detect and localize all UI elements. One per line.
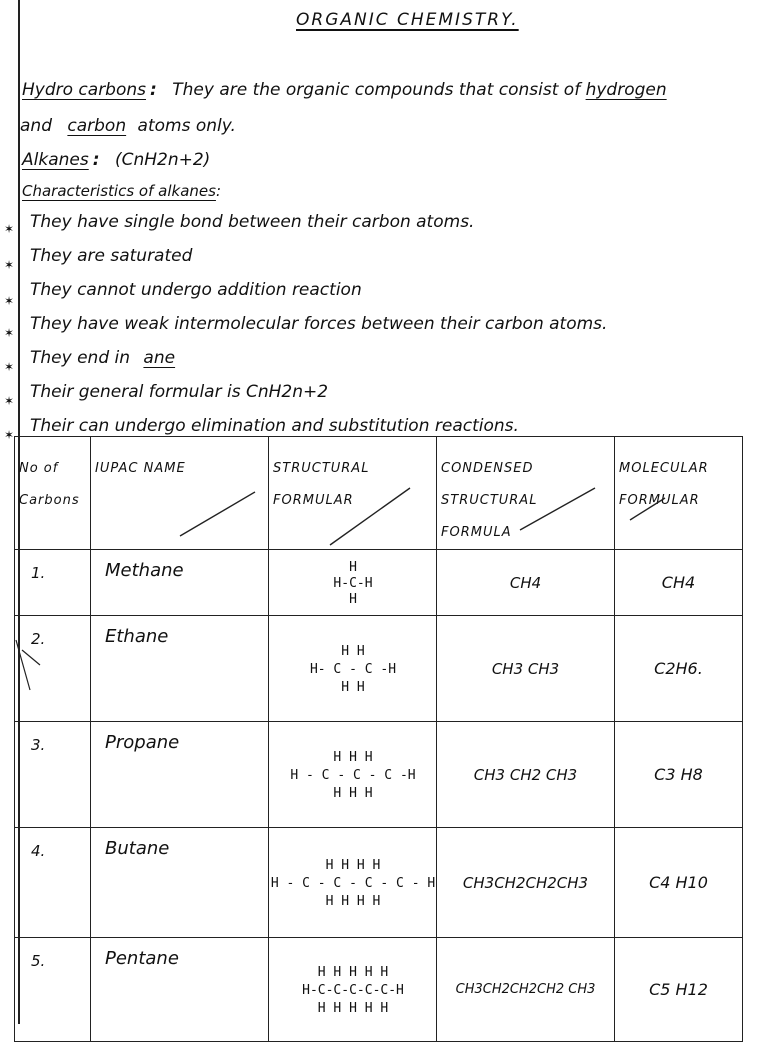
header-condensed-structural-formula: CONDENSED STRUCTURAL FORMULA [437,437,615,550]
structural-formula [269,828,437,938]
carbon-count: 1. [15,550,91,616]
hydrocarbons-definition-text: They are the organic compounds that consist of [172,80,581,100]
structure-top-row: H H H H [325,857,381,873]
ane-suffix: ane [143,348,176,368]
characteristics-colon: : [215,182,221,200]
iupac-name: Pentane [91,938,269,1042]
structure-bottom-row: H H H H [325,893,381,909]
carbon-count: 2. [15,616,91,722]
characteristic-item: They have single bond between their carbon atoms. [30,212,475,232]
structure-diagram [269,853,437,913]
condensed-formula: CH3CH2CH2CH3 [437,828,615,938]
molecular-formula: C2H6. [615,616,743,722]
structural-formula [269,938,437,1042]
page-title: ORGANIC CHEMISTRY. [296,10,519,30]
carbon-word: carbon [67,116,127,136]
iupac-name: Ethane [91,616,269,722]
structure-diagram [273,745,433,805]
alkanes-table [14,436,743,1042]
and-word: and [20,116,52,136]
bullet-icon: ✶ [4,360,15,374]
bullet-icon: ✶ [4,222,15,236]
alkanes-colon: : [92,150,100,170]
structure-diagram [273,960,433,1020]
condensed-formula: CH3 CH2 CH3 [437,722,615,828]
structure-top-row: H H H H H [317,964,388,980]
alkanes-line [22,150,210,170]
structure-top-row: H H [340,643,365,659]
structure-bottom-row: H [348,591,357,607]
characteristics-heading: Characteristics of alkanes [22,182,216,200]
hydrocarbons-colon: : [150,80,157,100]
structure-top-row: H H H [332,749,373,765]
characteristic-item: They cannot undergo addition reaction [30,280,362,300]
structure-diagram [273,639,433,699]
structural-formula [269,722,437,828]
header-no-of-carbons: No of Carbons [15,437,91,550]
hydrocarbons-term: Hydro carbons [22,80,147,100]
structure-middle-row: H-C-C-C-C-C-H [301,982,404,998]
structure-middle-row: H - C - C - C - C - H [270,875,436,891]
hydrocarbons-definition-line1 [22,80,667,100]
structure-bottom-row: H H [340,679,365,695]
condensed-formula: CH3 CH3 [437,616,615,722]
iupac-name: Propane [91,722,269,828]
carbon-count: 5. [15,938,91,1042]
bullet-icon: ✶ [4,428,15,442]
structure-bottom-row: H H H H H [317,1000,388,1016]
molecular-formula: C5 H12 [615,938,743,1042]
header-structural-formular: STRUCTURAL FORMULAR [269,437,437,550]
structural-formula [269,550,437,616]
bullet-icon: ✶ [4,326,15,340]
structure-middle-row: H - C - C - C -H [289,767,416,783]
hydrocarbons-definition-line2 [20,116,236,136]
bullet-icon: ✶ [4,394,15,408]
structure-top-row: H [348,559,357,575]
iupac-name: Methane [91,550,269,616]
table-row [15,938,743,1042]
structure-bottom-row: H H H [332,785,373,801]
table-header-row [15,437,743,550]
table-row [15,828,743,938]
header-iupac-name: IUPAC NAME [91,437,269,550]
table-row [15,616,743,722]
iupac-name: Butane [91,828,269,938]
structural-formula [269,616,437,722]
structure-middle-row: H-C-H [332,575,373,591]
characteristic-item: Their general formular is CnH2n+2 [30,382,329,402]
carbon-count: 4. [15,828,91,938]
condensed-formula: CH4 [437,550,615,616]
structure-middle-row: H- C - C -H [309,661,396,677]
characteristic-item-ending [30,348,175,368]
ending-text: They end in [30,348,131,368]
hydrogen-word: hydrogen [585,80,667,100]
characteristic-item: They are saturated [30,246,193,266]
molecular-formula: CH4 [615,550,743,616]
bullet-icon: ✶ [4,258,15,272]
characteristic-item: Their can undergo elimination and substitution reactions. [30,416,519,436]
molecular-formula: C3 H8 [615,722,743,828]
bullet-icon: ✶ [4,294,15,308]
atoms-only-text: atoms only. [137,116,236,136]
characteristic-item: They have weak intermolecular forces between their carbon atoms. [30,314,608,334]
table-row [15,550,743,616]
characteristics-heading-line [22,182,221,200]
structure-diagram [273,553,433,613]
header-molecular-formular: MOLECULAR FORMULAR [615,437,743,550]
molecular-formula: C4 H10 [615,828,743,938]
carbon-count: 3. [15,722,91,828]
alkanes-formula: (CnH2n+2) [114,150,211,170]
alkanes-term: Alkanes [22,150,89,170]
table-row [15,722,743,828]
condensed-formula: CH3CH2CH2CH2 CH3 [437,938,615,1042]
